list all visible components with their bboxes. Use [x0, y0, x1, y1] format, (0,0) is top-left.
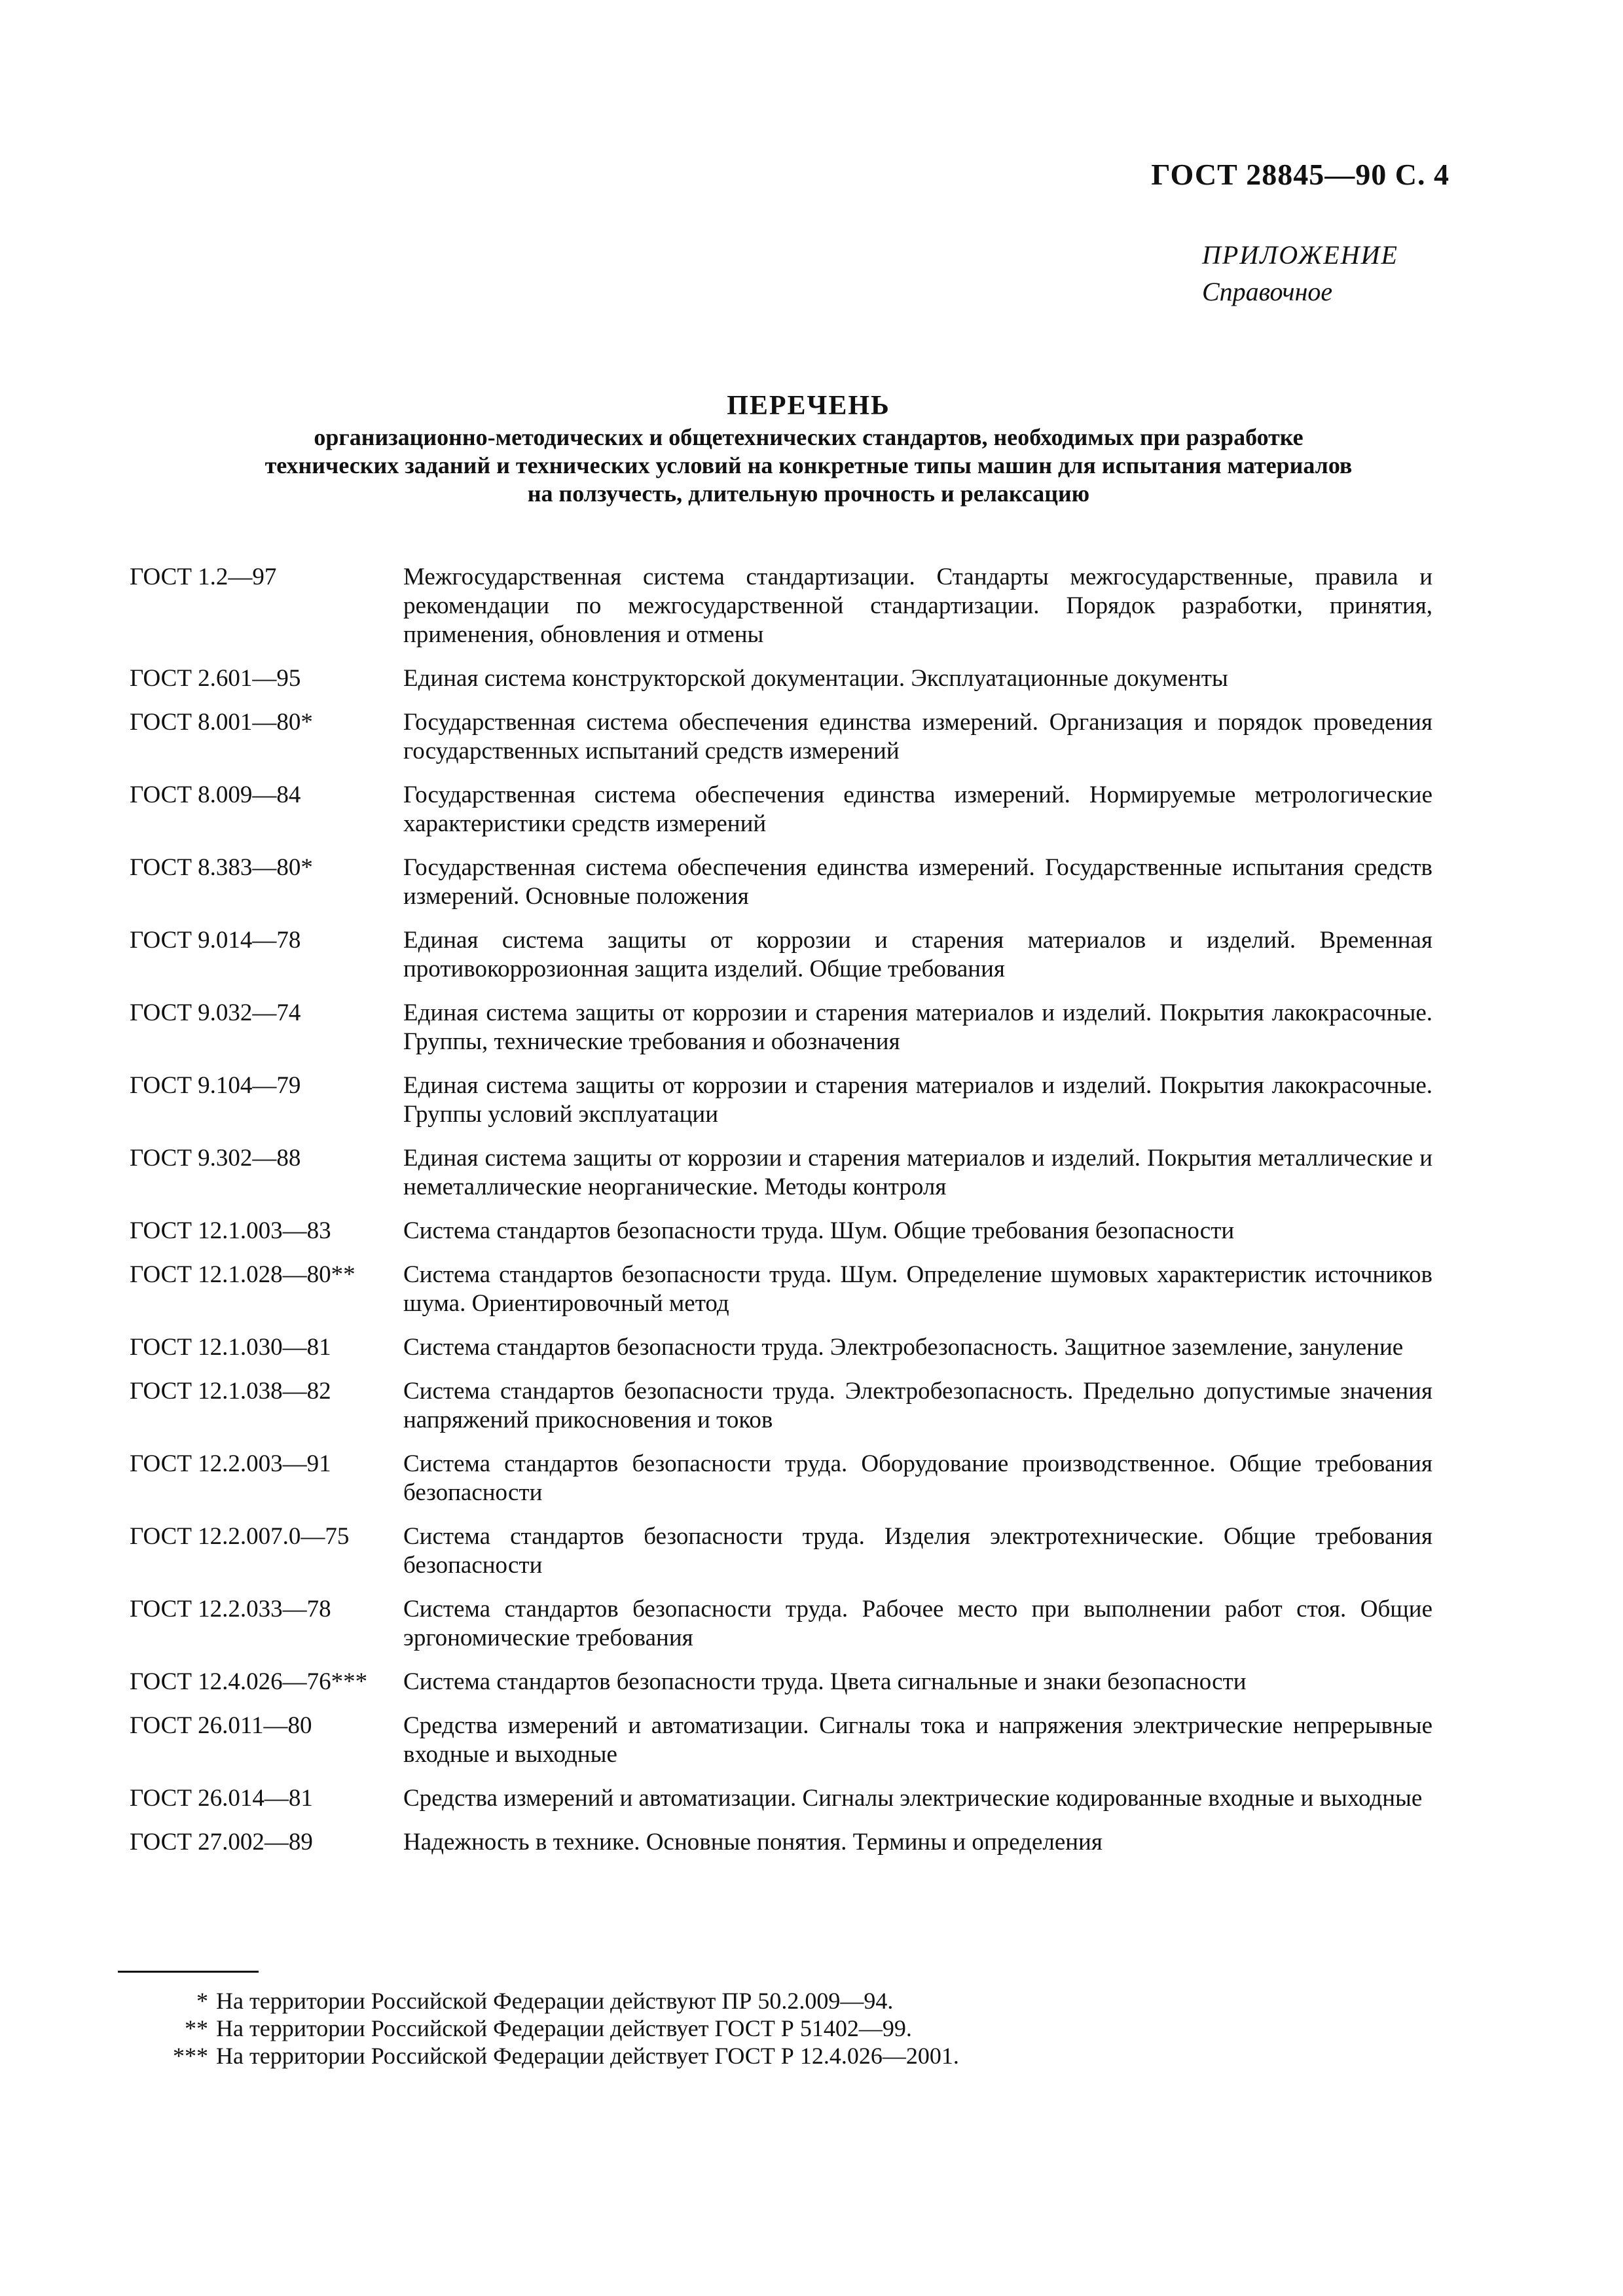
footnote-text: На территории Российской Федерации действует ГОСТ Р 12.4.026—2001.: [216, 2043, 959, 2069]
footnote-mark: **: [185, 2015, 208, 2041]
standard-code: ГОСТ 12.1.030—81: [130, 1334, 331, 1361]
subtitle-line: организационно-методических и общетехнических стандартов, необходимых при разработке: [314, 424, 1304, 450]
list-item: [130, 999, 1432, 1056]
standard-code: ГОСТ 8.383—80*: [130, 854, 313, 881]
footnote: [118, 2042, 959, 2070]
list-item: [130, 853, 1432, 911]
list-item: [130, 1261, 1432, 1318]
list-item: [130, 781, 1432, 838]
list-item: [130, 563, 1432, 649]
standard-code: ГОСТ 12.2.007.0—75: [130, 1523, 350, 1550]
subtitle-line: на ползучесть, длительную прочность и релаксацию: [527, 480, 1090, 507]
standard-description: Система стандартов безопасности труда. Шум. Общие требования безопасности: [403, 1217, 1235, 1244]
footnote-divider: [118, 1971, 259, 1973]
list-item: [130, 1668, 1432, 1696]
standard-code: ГОСТ 12.2.003—91: [130, 1450, 331, 1477]
standard-description: Система стандартов безопасности труда. Рабочее место при выполнении работ стоя. Общие эргономические требования: [403, 1596, 1432, 1651]
standard-description: Государственная система обеспечения единства измерений. Организация и порядок проведения государственных испытаний средств измерений: [403, 709, 1432, 764]
list-item: [130, 1712, 1432, 1769]
footnote-text: На территории Российской Федерации действуют ПР 50.2.009—94.: [216, 1988, 894, 2014]
standard-description: Государственная система обеспечения единства измерений. Государственные испытания средств измерений. Основные положения: [403, 854, 1432, 910]
standard-description: Единая система защиты от коррозии и старения материалов и изделий. Временная противокоррозионная защита изделий. Общие требования: [403, 927, 1432, 982]
standard-code: ГОСТ 9.104—79: [130, 1072, 301, 1099]
appendix-type: Справочное: [1202, 277, 1333, 306]
standard-description: Система стандартов безопасности труда. Изделия электротехнические. Общие требования безопасности: [403, 1523, 1432, 1579]
appendix-label: ПРИЛОЖЕНИЕ: [1202, 240, 1398, 270]
footnote-mark: ***: [173, 2043, 208, 2069]
list-item: [130, 1144, 1432, 1202]
standard-description: Единая система защиты от коррозии и старения материалов и изделий. Покрытия лакокрасочные. Группы, технические требования и обозначения: [403, 999, 1432, 1055]
list-item: [130, 1828, 1432, 1857]
standard-code: ГОСТ 12.1.038—82: [130, 1378, 331, 1405]
standard-code: ГОСТ 9.014—78: [130, 927, 301, 954]
standard-code: ГОСТ 12.1.003—83: [130, 1217, 331, 1244]
standard-code: ГОСТ 26.014—81: [130, 1785, 313, 1812]
list-item: [130, 1450, 1432, 1507]
footnote-text: На территории Российской Федерации действует ГОСТ Р 51402—99.: [216, 2015, 912, 2041]
footnotes: [118, 1987, 959, 2070]
page-header-code: ГОСТ 28845—90 С. 4: [1151, 158, 1450, 191]
list-item: [130, 664, 1432, 693]
standard-description: Средства измерений и автоматизации. Сигналы электрические кодированные входные и выходные: [403, 1785, 1423, 1812]
footnote: [118, 1987, 959, 2015]
standard-code: ГОСТ 9.302—88: [130, 1145, 301, 1172]
list-item: [130, 1595, 1432, 1653]
appendix-block: [1202, 237, 1398, 310]
standard-code: ГОСТ 1.2—97: [130, 564, 277, 590]
standard-description: Система стандартов безопасности труда. Электробезопасность. Предельно допустимые значения напряжений прикосновения и токов: [403, 1378, 1432, 1433]
list-item: [130, 1333, 1432, 1362]
footnote: [118, 2015, 959, 2042]
standard-description: Система стандартов безопасности труда. Шум. Определение шумовых характеристик источников шума. Ориентировочный метод: [403, 1261, 1432, 1317]
standard-code: ГОСТ 2.601—95: [130, 665, 301, 692]
standard-description: Единая система защиты от коррозии и старения материалов и изделий. Покрытия металлические и неметаллические неорганические. Методы контроля: [403, 1145, 1432, 1200]
standard-code: ГОСТ 8.009—84: [130, 781, 301, 808]
standard-description: Система стандартов безопасности труда. Оборудование производственное. Общие требования безопасности: [403, 1450, 1432, 1506]
standard-code: ГОСТ 27.002—89: [130, 1829, 313, 1856]
standard-description: Межгосударственная система стандартизации. Стандарты межгосударственные, правила и рекомендации по межгосударственной стандартизации. Порядок разработки, принятия, применения, обновления и отмены: [403, 564, 1432, 648]
standard-description: Система стандартов безопасности труда. Цвета сигнальные и знаки безопасности: [403, 1668, 1247, 1695]
standards-list: [130, 563, 1432, 1872]
list-item: [130, 1522, 1432, 1580]
standard-code: ГОСТ 26.011—80: [130, 1712, 312, 1739]
standard-description: Надежность в технике. Основные понятия. Термины и определения: [403, 1829, 1103, 1856]
list-item: [130, 1784, 1432, 1813]
footnote-mark: *: [196, 1988, 208, 2014]
title-block: [118, 388, 1499, 508]
list-item: [130, 1377, 1432, 1435]
standard-description: Государственная система обеспечения единства измерений. Нормируемые метрологические характеристики средств измерений: [403, 781, 1432, 837]
standard-description: Единая система конструкторской документации. Эксплуатационные документы: [403, 665, 1228, 692]
list-item: [130, 926, 1432, 984]
standard-description: Единая система защиты от коррозии и старения материалов и изделий. Покрытия лакокрасочные. Группы условий эксплуатации: [403, 1072, 1432, 1128]
standard-code: ГОСТ 8.001—80*: [130, 709, 313, 736]
standard-code: ГОСТ 12.2.033—78: [130, 1596, 331, 1623]
list-item: [130, 708, 1432, 766]
standard-code: ГОСТ 12.4.026—76***: [130, 1668, 368, 1695]
standard-code: ГОСТ 9.032—74: [130, 999, 301, 1026]
document-title: ПЕРЕЧЕНЬ: [727, 391, 890, 421]
subtitle-line: технических заданий и технических условий на конкретные типы машин для испытания материалов: [264, 452, 1353, 478]
list-item: [130, 1217, 1432, 1246]
standard-code: ГОСТ 12.1.028—80**: [130, 1261, 356, 1288]
standard-description: Средства измерений и автоматизации. Сигналы тока и напряжения электрические непрерывные входные и выходные: [403, 1712, 1432, 1768]
standard-description: Система стандартов безопасности труда. Электробезопасность. Защитное заземление, зануление: [403, 1334, 1404, 1361]
list-item: [130, 1071, 1432, 1129]
